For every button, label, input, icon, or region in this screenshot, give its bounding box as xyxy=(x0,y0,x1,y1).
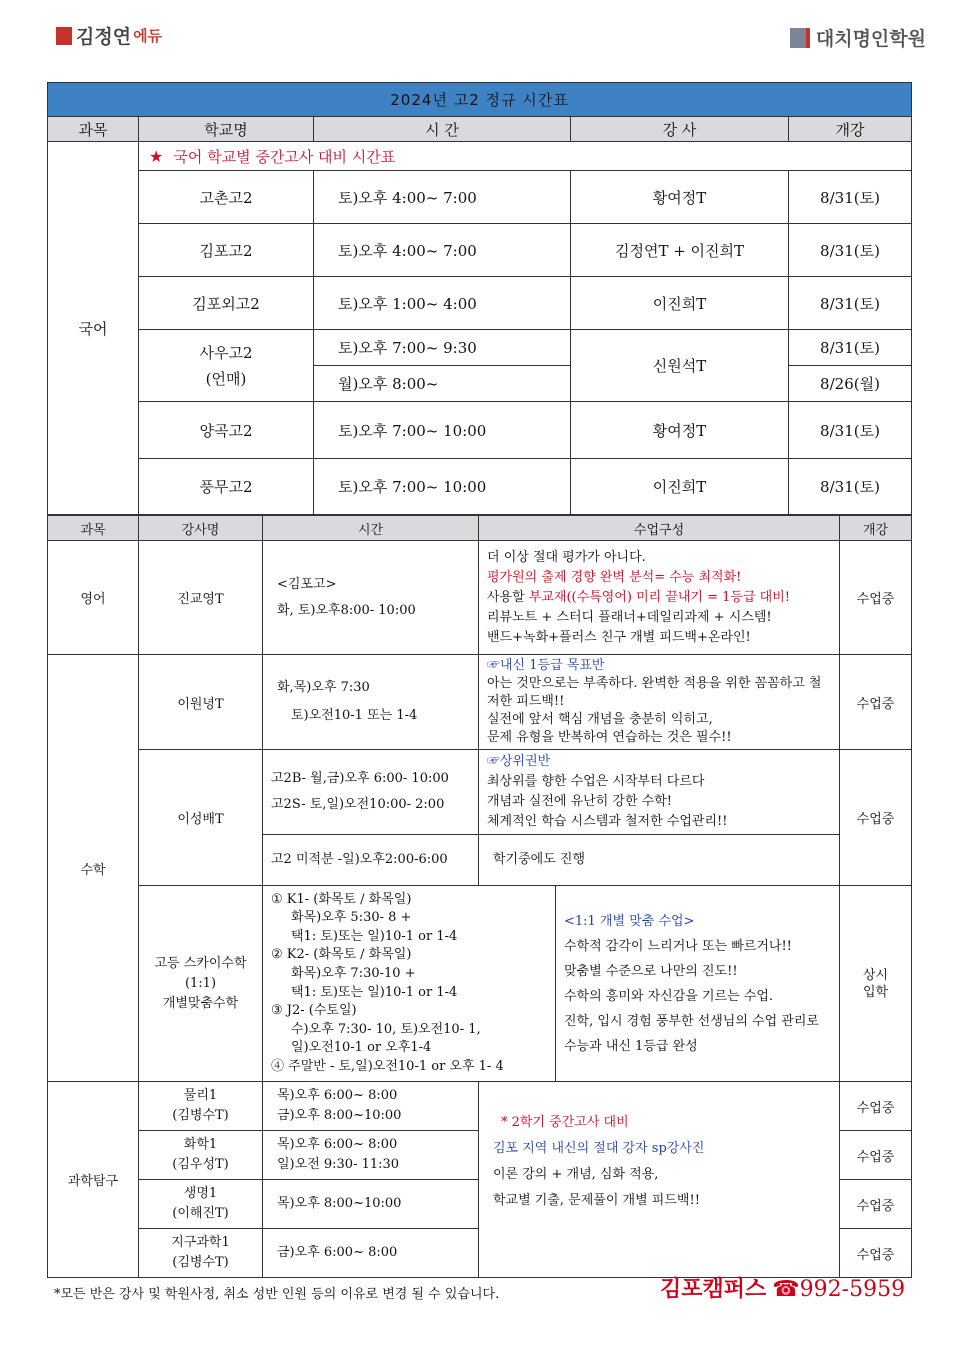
time-line2: 고2S- 토,일)오전10:00- 2:00 xyxy=(271,797,445,812)
schedule-line: 택1: 토)또는 일)10-1 or 1-4 xyxy=(291,928,458,944)
desc-line: 최상위를 향한 수업은 시작부터 다르다 xyxy=(487,774,705,789)
start-date: 8/31(토) xyxy=(789,402,912,459)
teacher-name xyxy=(139,1180,263,1229)
col-header-start: 개강 xyxy=(789,117,912,142)
time-line1: 목)오후 6:00~ 8:00 xyxy=(277,1137,398,1152)
schedule-line: 수)오후 7:30- 10, 토)오전10- 1, xyxy=(291,1021,481,1037)
course-teacher: (김병수T) xyxy=(172,1255,229,1270)
course-name: 물리1 xyxy=(183,1088,218,1103)
table-row xyxy=(48,655,912,750)
school-name: 양곡고2 xyxy=(139,402,314,459)
teacher-name: 황여정T xyxy=(571,171,789,224)
left-logo-accent: 에듀 xyxy=(133,27,163,45)
schedule-line: 화목)오후 7:30-10 + xyxy=(291,965,416,981)
korean-notice xyxy=(139,142,912,171)
col-header-curriculum: 수업구성 xyxy=(479,516,840,541)
page-header xyxy=(0,0,972,70)
status-line2: 입학 xyxy=(862,984,889,1000)
table-row xyxy=(48,886,912,1082)
subject-english: 영어 xyxy=(48,541,139,655)
start-date: 8/31(토) xyxy=(789,277,912,330)
curriculum: 학기중에도 진행 xyxy=(479,835,840,886)
status-badge xyxy=(840,886,912,1082)
class-time: 토)오후 4:00~ 7:00 xyxy=(314,224,571,277)
desc-line: 수학의 흥미와 자신감을 기르는 수업. xyxy=(564,988,774,1004)
schedule-line: ④ 주말반 - 토,일)오전10-1 or 오후 1- 4 xyxy=(271,1058,504,1074)
class-time: 토)오후 7:00~ 10:00 xyxy=(314,459,571,515)
desc-line: 진학, 입시 경험 풍부한 선생님의 수업 관리로 수능과 내신 1등급 완성 xyxy=(564,1013,819,1054)
teacher-line1: 고등 스카이수학 xyxy=(154,955,247,971)
col-header-teacher: 강 사 xyxy=(571,117,789,142)
table-row xyxy=(48,1082,912,1131)
time-line1: <김포고> xyxy=(277,576,337,592)
table-row xyxy=(48,224,912,277)
teacher-name: 이성배T xyxy=(139,750,263,886)
schedule-line: 택1: 토)또는 일)10-1 or 1-4 xyxy=(291,984,458,1000)
curriculum xyxy=(479,541,840,655)
table-row xyxy=(48,330,912,366)
class-time: 목)오후 8:00~10:00 xyxy=(263,1180,479,1229)
schedule-line: 화목)오후 5:30- 8 + xyxy=(291,910,412,926)
teacher-name: 이원녕T xyxy=(139,655,263,750)
desc-line: 수학적 감각이 느리거나 또는 빠르거나!! xyxy=(564,938,792,954)
class-time xyxy=(263,1131,479,1180)
table-row xyxy=(48,402,912,459)
table-row xyxy=(48,171,912,224)
teacher-line2: (1:1) xyxy=(184,975,217,991)
class-time xyxy=(263,1082,479,1131)
status-badge: 수업중 xyxy=(840,541,912,655)
teacher-name xyxy=(139,886,263,1082)
start-date: 8/31(토) xyxy=(789,330,912,366)
subject-science: 과학탐구 xyxy=(48,1082,139,1278)
daechi-academy-logo xyxy=(790,24,926,51)
korean-notice-text: 국어 학교별 중간고사 대비 시간표 xyxy=(173,147,396,166)
schedule-line: ③ J2- (수토일) xyxy=(271,1003,357,1019)
table-row xyxy=(48,541,912,655)
school-name: 김포고2 xyxy=(139,224,314,277)
teacher-name: 김정연T + 이진희T xyxy=(571,224,789,277)
star-icon: ★ xyxy=(149,146,164,166)
course-name: 지구과학1 xyxy=(171,1235,230,1250)
course-name: 화학1 xyxy=(183,1137,218,1152)
time-line2: 금)오후 8:00~10:00 xyxy=(277,1108,402,1123)
subject-korean: 국어 xyxy=(48,142,139,515)
teacher-name: 이진희T xyxy=(571,277,789,330)
class-time xyxy=(263,541,479,655)
status-badge: 수업중 xyxy=(840,1131,912,1180)
academy-mark-icon xyxy=(790,28,810,48)
status-badge: 수업중 xyxy=(840,1082,912,1131)
desc-line: 평가원의 출제 경향 완벽 분석= 수능 최적화! xyxy=(487,569,742,585)
table-row xyxy=(48,750,912,835)
korean-timetable xyxy=(47,82,912,515)
time-line2: 화, 토)오후8:00- 10:00 xyxy=(277,602,416,618)
course-teacher: (김병수T) xyxy=(172,1108,229,1123)
schedule-line: ① K1- (화목토 / 화목일) xyxy=(271,891,412,907)
class-time xyxy=(263,655,479,750)
school-name-line1: 사우고2 xyxy=(199,343,253,362)
class-time: 금)오후 6:00~ 8:00 xyxy=(263,1229,479,1278)
school-name-line2: (언매) xyxy=(205,369,247,388)
desc-line: 밴드+녹화+플러스 친구 개별 피드백+온라인! xyxy=(487,629,751,645)
time-line1: 고2B- 월,금)오후 6:00- 10:00 xyxy=(271,771,449,786)
school-name xyxy=(139,330,314,402)
desc-line xyxy=(487,588,831,608)
desc-line: 더 이상 절대 평가가 아니다. xyxy=(487,549,646,565)
teacher-name xyxy=(139,1082,263,1131)
main-timetable xyxy=(47,515,912,1278)
status-badge: 수업중 xyxy=(840,750,912,886)
curriculum xyxy=(479,1082,840,1278)
col-header-subject: 과목 xyxy=(48,516,139,541)
brand-mark-icon xyxy=(56,27,72,45)
teacher-line3: 개별맞춤수학 xyxy=(162,995,239,1011)
teacher-name: 신원석T xyxy=(571,330,789,402)
desc-line: 리뷰노트 + 스터디 플래너+데일리과제 + 시스템! xyxy=(487,609,772,625)
col-header-subject: 과목 xyxy=(48,117,139,142)
desc-line: 체계적인 학습 시스템과 철저한 수업관리!! xyxy=(487,814,728,829)
curriculum xyxy=(479,750,840,835)
right-logo-text: 대치명인학원 xyxy=(815,28,926,50)
start-date: 8/31(토) xyxy=(789,459,912,515)
desc-line: 아는 것만으로는 부족하다. 완벽한 적용을 위한 꼼꼼하고 철저한 피드백!! xyxy=(487,676,822,709)
teacher-name: 황여정T xyxy=(571,402,789,459)
schedule-line: 일)오전10-1 or 오후1-4 xyxy=(291,1040,432,1056)
time-line1: 화,목)오후 7:30 xyxy=(277,680,370,695)
curriculum xyxy=(556,886,840,1082)
time-line2: 토)오전10-1 또는 1-4 xyxy=(291,708,418,723)
schedule-line: ② K2- (화목토 / 화목일) xyxy=(271,947,412,963)
course-name: 생명1 xyxy=(183,1186,218,1201)
col-header-teacher: 강사명 xyxy=(139,516,263,541)
desc-line: 맞춤별 수준으로 나만의 진도!! xyxy=(564,963,738,979)
footnote: *모든 반은 강사 및 학원사정, 취소 성반 인원 등의 이유로 변경 될 수 있습니다. xyxy=(54,1287,500,1302)
col-header-time: 시 간 xyxy=(314,117,571,142)
desc-line: 실전에 앞서 핵심 개념을 충분히 익히고, xyxy=(487,712,713,727)
kim-jeongyeon-edu-logo xyxy=(56,22,162,49)
col-header-school: 학교명 xyxy=(139,117,314,142)
desc-line: 개념과 실전에 유난히 강한 수학! xyxy=(487,794,673,809)
status-line1: 상시 xyxy=(862,967,889,983)
course-teacher: (이해진T) xyxy=(172,1206,229,1221)
start-date: 8/31(토) xyxy=(789,171,912,224)
class-time: 토)오후 7:00~ 9:30 xyxy=(314,330,571,366)
desc-line: * 2학기 중간고사 대비 xyxy=(501,1114,629,1130)
desc-line: 학교별 기출, 문제풀이 개별 피드백!! xyxy=(493,1192,700,1208)
class-time xyxy=(263,750,479,835)
start-date: 8/31(토) xyxy=(789,224,912,277)
subject-math: 수학 xyxy=(48,655,139,1082)
class-time: 토)오후 7:00~ 10:00 xyxy=(314,402,571,459)
class-schedule xyxy=(263,886,556,1082)
start-date: 8/26(월) xyxy=(789,366,912,402)
page-title: 2024년 고2 정규 시간표 xyxy=(48,83,912,117)
school-name: 김포외고2 xyxy=(139,277,314,330)
table-row xyxy=(48,459,912,515)
curriculum xyxy=(479,655,840,750)
desc-line: ☞내신 1등급 목표반 xyxy=(487,658,605,673)
table-row xyxy=(48,277,912,330)
desc-line-highlight: 부교재((수특영어) 미리 끝내기 = 1등급 대비! xyxy=(528,589,791,605)
desc-line: 이론 강의 + 개념, 심화 적용, xyxy=(493,1166,659,1182)
status-badge: 수업중 xyxy=(840,655,912,750)
col-header-start: 개강 xyxy=(840,516,912,541)
col-header-time: 시간 xyxy=(263,516,479,541)
class-time: 토)오후 1:00~ 4:00 xyxy=(314,277,571,330)
campus-name: 김포캠퍼스 xyxy=(660,1277,767,1302)
teacher-name: 이진희T xyxy=(571,459,789,515)
school-name: 고촌고2 xyxy=(139,171,314,224)
desc-line: 김포 지역 내신의 절대 강자 sp강사진 xyxy=(493,1140,705,1156)
class-time: 토)오후 4:00~ 7:00 xyxy=(314,171,571,224)
class-time: 월)오후 8:00~ xyxy=(314,366,571,402)
teacher-name xyxy=(139,1131,263,1180)
desc-line: ☞상위권반 xyxy=(487,754,551,769)
desc-line: <1:1 개별 맞춤 수업> xyxy=(564,913,695,929)
status-badge: 수업중 xyxy=(840,1229,912,1278)
desc-line: 문제 유형을 반복하여 연습하는 것은 필수!! xyxy=(487,730,732,745)
campus-contact xyxy=(660,1272,905,1303)
course-teacher: (김우성T) xyxy=(172,1157,229,1172)
school-name: 풍무고2 xyxy=(139,459,314,515)
phone-number: ☎992-5959 xyxy=(772,1277,906,1302)
desc-line-part: 사용할 xyxy=(487,589,529,605)
time-line1: 목)오후 6:00~ 8:00 xyxy=(277,1088,398,1103)
class-time: 고2 미적분 -일)오후2:00-6:00 xyxy=(263,835,479,886)
time-line2: 일)오전 9:30- 11:30 xyxy=(277,1157,400,1172)
teacher-name xyxy=(139,1229,263,1278)
left-logo-text: 김정연 xyxy=(76,26,132,48)
teacher-name: 진교영T xyxy=(139,541,263,655)
status-badge: 수업중 xyxy=(840,1180,912,1229)
